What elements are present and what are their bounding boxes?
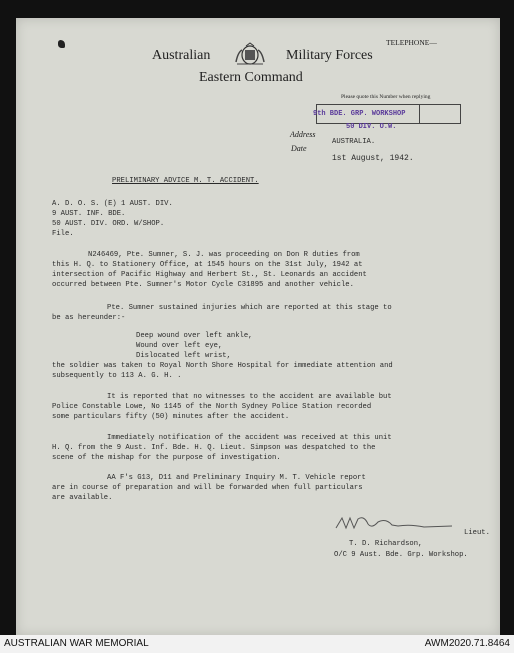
archive-footer	[0, 635, 514, 653]
quote-number-note: Please quote this Number when replying	[341, 94, 431, 100]
date-label: Date	[291, 144, 307, 153]
text-line: Immediately notification of the accident was received at this unit	[107, 434, 392, 442]
text-line: occurred between Pte. Sumner's Motor Cycle C31895 and another vehicle.	[52, 281, 354, 289]
archive-reference: AWM2020.71.8464	[424, 638, 510, 649]
text-line: be as hereunder:-	[52, 314, 126, 322]
text-line: Police Constable Lowe, No 1145 of the North Sydney Police Station recorded	[52, 403, 372, 411]
injury-item: Wound over left eye,	[136, 342, 223, 350]
text-line: AA F's G13, D11 and Preliminary Inquiry M. T. Vehicle report	[107, 474, 366, 482]
text-line: scene of the mishap for the purpose of investigation.	[52, 454, 281, 462]
date-value: 1st August, 1942.	[332, 154, 414, 163]
paragraph-3	[52, 392, 392, 422]
distribution-item: 50 AUST. DIV. ORD. W/SHOP.	[52, 220, 165, 228]
distribution-list	[52, 199, 173, 239]
paragraph-5	[52, 473, 366, 503]
text-line: some particulars fifty (50) minutes after the accident.	[52, 413, 290, 421]
punch-hole-mark	[58, 40, 65, 48]
unit-stamp-line1: 9th BDE. GRP. WORKSHOP	[313, 110, 406, 118]
coat-of-arms-emblem	[233, 42, 267, 71]
signatory-name: T. D. Richardson,	[349, 540, 423, 548]
paragraph-2b	[52, 361, 393, 381]
letter-page	[16, 18, 500, 636]
telephone-label: TELEPHONE—	[386, 38, 437, 47]
distribution-item: 9 AUST. INF. BDE.	[52, 210, 126, 218]
handwritten-signature	[334, 512, 454, 539]
injury-item: Dislocated left wrist,	[136, 352, 231, 360]
distribution-item: File.	[52, 230, 74, 238]
paragraph-4	[52, 433, 392, 463]
text-line: are in course of preparation and will be forwarded when full particulars	[52, 484, 363, 492]
text-line: intersection of Pacific Highway and Herbert St., St. Leonards an accident	[52, 271, 367, 279]
injury-list	[136, 331, 252, 361]
text-line: It is reported that no witnesses to the accident are available but	[107, 393, 392, 401]
archive-name: AUSTRALIAN WAR MEMORIAL	[4, 638, 149, 649]
letterhead-right: Military Forces	[286, 48, 373, 63]
injury-item: Deep wound over left ankle,	[136, 332, 253, 340]
signature-rank: Lieut.	[464, 529, 490, 537]
reference-box-divider	[419, 104, 420, 123]
signatory-unit: O/C 9 Aust. Bde. Grp. Workshop.	[334, 551, 468, 559]
text-line: Pte. Sumner sustained injuries which are reported at this stage to	[107, 304, 392, 312]
text-line: the soldier was taken to Royal North Shore Hospital for immediate attention and	[52, 362, 393, 370]
text-line: N246469, Pte. Sumner, S. J. was proceeding on Don R duties from	[88, 251, 360, 259]
letterhead-left: Australian	[152, 48, 211, 63]
paragraph-2	[52, 303, 392, 323]
distribution-item: A. D. O. S. (E) 1 AUST. DIV.	[52, 200, 173, 208]
address-value: AUSTRALIA.	[332, 138, 376, 146]
paragraph-1	[52, 250, 367, 290]
document-title: PRELIMINARY ADVICE M. T. ACCIDENT.	[112, 177, 259, 185]
text-line: this H. Q. to Stationery Office, at 1545 hours on the 31st July, 1942 at	[52, 261, 363, 269]
text-line: are available.	[52, 494, 113, 502]
unit-stamp-line2: 50 DIV. O.W.	[346, 123, 397, 131]
letterhead-subtitle: Eastern Command	[199, 70, 303, 85]
text-line: subsequently to 113 A. G. H. .	[52, 372, 182, 380]
text-line: H. Q. from the 9 Aust. Inf. Bde. H. Q. Lieut. Simpson was despatched to the	[52, 444, 376, 452]
address-label: Address	[290, 130, 316, 139]
